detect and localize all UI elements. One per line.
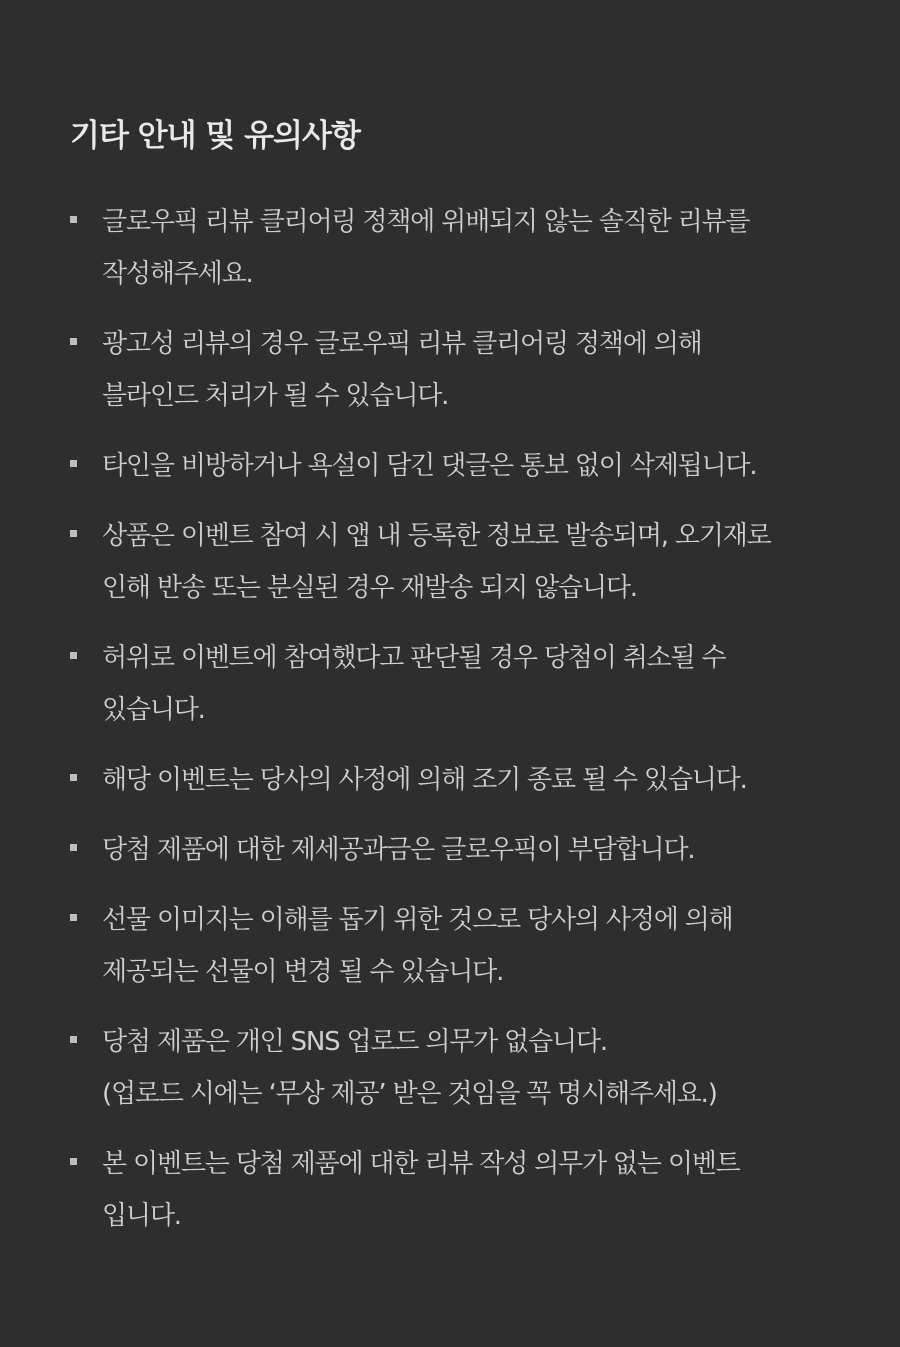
notice-item-text: 있습니다.	[102, 695, 205, 725]
bullet-square-icon	[70, 844, 77, 851]
notice-item-text: 당첨 제품은 개인 SNS 업로드 의무가 없습니다.	[102, 1027, 607, 1057]
bullet-square-icon	[70, 1036, 77, 1043]
notice-title: 기타 안내 및 유의사항	[70, 118, 360, 154]
bullet-square-icon	[70, 338, 77, 345]
notice-item-text: 타인을 비방하거나 욕설이 담긴 댓글은 통보 없이 삭제됩니다.	[102, 451, 757, 481]
notice-item-text: (업로드 시에는 ‘무상 제공’ 받은 것임을 꼭 명시해주세요.)	[102, 1079, 717, 1109]
bullet-square-icon	[70, 216, 77, 223]
notice-item-5	[70, 632, 830, 736]
notice-item-text: 상품은 이벤트 참여 시 앱 내 등록한 정보로 발송되며, 오기재로	[102, 521, 771, 551]
notice-item-10	[70, 1138, 830, 1242]
notice-item-text: 작성해주세요.	[102, 259, 253, 289]
notice-item-text: 본 이벤트는 당첨 제품에 대한 리뷰 작성 의무가 없는 이벤트	[102, 1149, 740, 1179]
bullet-square-icon	[70, 774, 77, 781]
bullet-square-icon	[70, 652, 77, 659]
notice-item-text: 허위로 이벤트에 참여했다고 판단될 경우 당첨이 취소될 수	[102, 643, 726, 673]
notice-item-8	[70, 894, 830, 998]
notice-item-9	[70, 1016, 830, 1120]
bullet-square-icon	[70, 530, 77, 537]
notice-item-text: 광고성 리뷰의 경우 글로우픽 리뷰 클리어링 정책에 의해	[102, 329, 702, 359]
notice-item-text: 선물 이미지는 이해를 돕기 위한 것으로 당사의 사정에 의해	[102, 905, 733, 935]
notice-item-text: 당첨 제품에 대한 제세공과금은 글로우픽이 부담합니다.	[102, 835, 695, 865]
notice-item-text: 글로우픽 리뷰 클리어링 정책에 위배되지 않는 솔직한 리뷰를	[102, 207, 750, 237]
notice-item-text: 인해 반송 또는 분실된 경우 재발송 되지 않습니다.	[102, 573, 637, 603]
notice-item-6	[70, 754, 830, 806]
notice-item-text: 해당 이벤트는 당사의 사정에 의해 조기 종료 될 수 있습니다.	[102, 765, 747, 795]
notice-item-3	[70, 440, 830, 492]
bullet-square-icon	[70, 914, 77, 921]
notice-item-text: 제공되는 선물이 변경 될 수 있습니다.	[102, 957, 504, 987]
notice-list	[70, 196, 830, 1242]
notice-item-text: 입니다.	[102, 1201, 181, 1231]
bullet-square-icon	[70, 1158, 77, 1165]
notice-item-7	[70, 824, 830, 876]
notice-item-2	[70, 318, 830, 422]
notice-item-text: 블라인드 처리가 될 수 있습니다.	[102, 381, 449, 411]
bullet-square-icon	[70, 460, 77, 467]
notice-item-1	[70, 196, 830, 300]
notice-item-4	[70, 510, 830, 614]
